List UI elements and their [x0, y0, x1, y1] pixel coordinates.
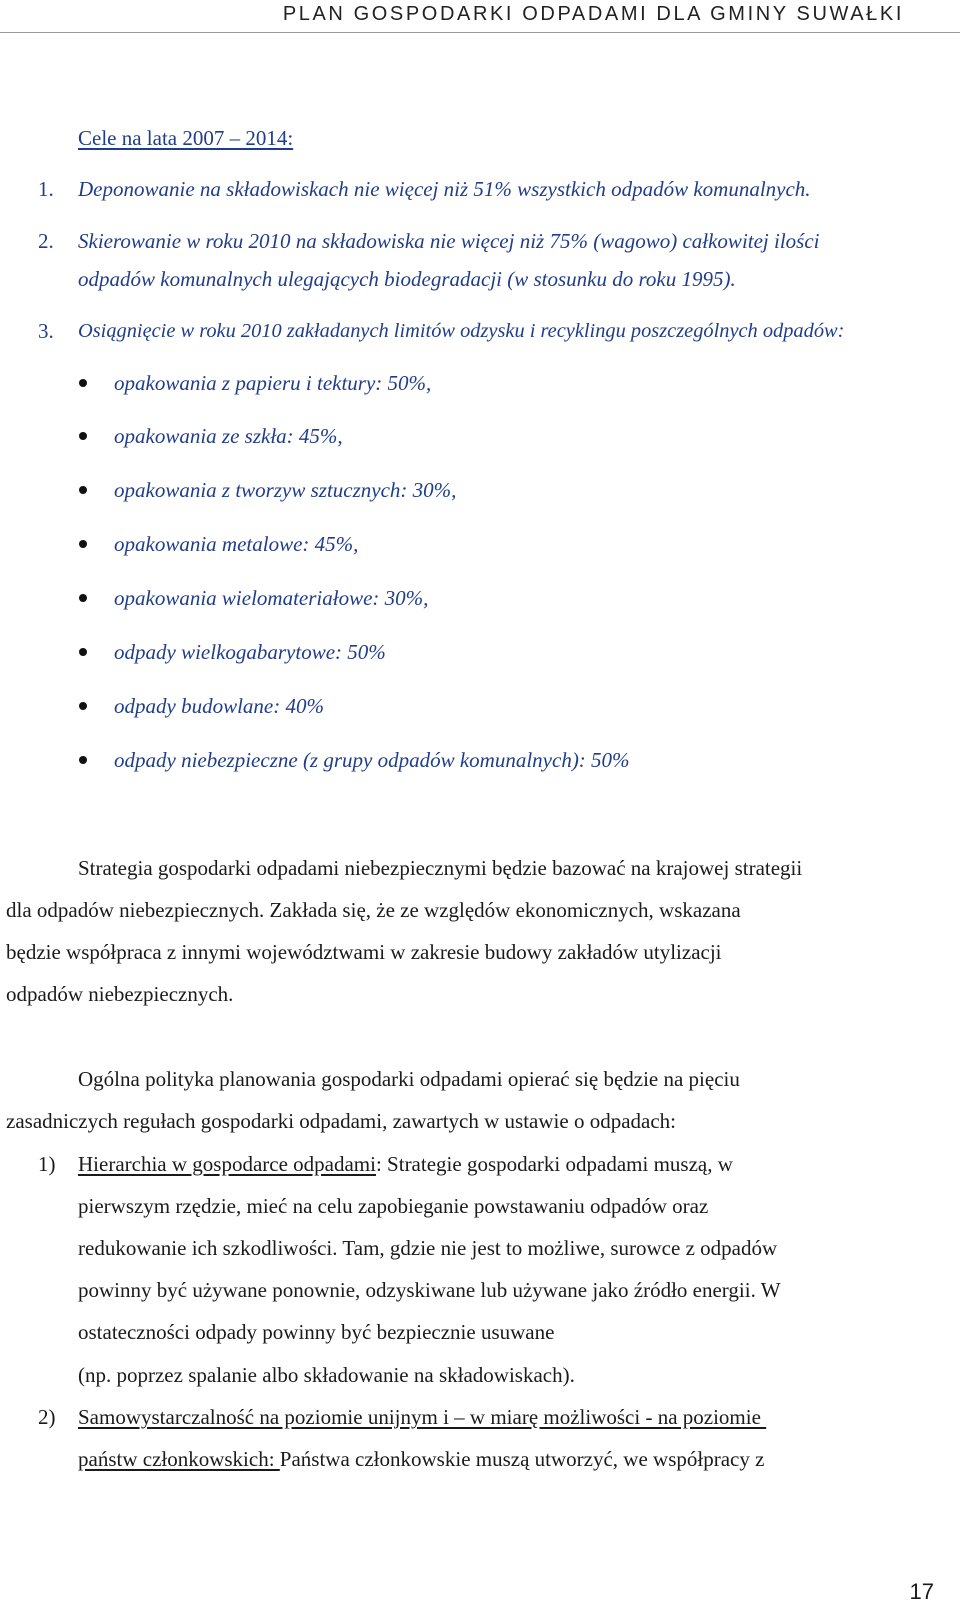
paragraph-line: Ogólna polityka planowania gospodarki odpadami opierać się będzie na pięciu — [78, 1067, 740, 1091]
paragraph-line: powinny być używane ponownie, odzyskiwane lub używane jako źródło energii. W — [78, 1278, 781, 1302]
list-item: opakowania z tworzyw sztucznych: 30%, — [114, 478, 457, 502]
rule-title: Samowystarczalność na poziomie unijnym i – w miarę możliwości - na poziomie — [78, 1405, 767, 1429]
list-item: opakowania ze szkła: 45%, — [114, 424, 343, 448]
goals-heading: Cele na lata 2007 – 2014: — [78, 126, 294, 150]
page-number: 17 — [909, 1579, 934, 1604]
bullet-dot — [79, 379, 87, 387]
rule-title: Hierarchia w gospodarce odpadami — [78, 1152, 376, 1176]
goal-item-3: 3. — [38, 319, 54, 343]
goal-item-2-text-line2: odpadów komunalnych ulegających biodegradacji (w stosunku do roku 1995). — [78, 267, 736, 291]
paragraph-line: odpadów niebezpiecznych. — [6, 982, 234, 1006]
bullet-dot — [79, 756, 87, 764]
bullet-dot — [79, 702, 87, 710]
page-header — [0, 0, 960, 33]
list-item: opakowania metalowe: 45%, — [114, 532, 359, 556]
goal-item-1-text: Deponowanie na składowiskach nie więcej niż 51% wszystkich odpadów komunalnych. — [78, 177, 811, 201]
paragraph-line: Strategia gospodarki odpadami niebezpiecznymi będzie bazować na krajowej strategii — [78, 856, 803, 880]
goal-item-2: 2. — [38, 229, 54, 253]
paragraph-line: (np. poprzez spalanie albo składowanie na składowiskach). — [78, 1363, 575, 1387]
bullet-dot — [79, 648, 87, 656]
rule-number: 1) — [38, 1152, 56, 1176]
goal-item-1: 1. — [38, 177, 54, 201]
rule-1-first-line: Hierarchia w gospodarce odpadami: Strategie gospodarki odpadami muszą, w — [78, 1152, 733, 1176]
paragraph-line: ostateczności odpady powinny być bezpiecznie usuwane — [78, 1320, 555, 1344]
paragraph-line: redukowanie ich szkodliwości. Tam, gdzie nie jest to możliwe, surowce z odpadów — [78, 1236, 778, 1260]
bullet-dot — [79, 594, 87, 602]
paragraph-line: dla odpadów niebezpiecznych. Zakłada się, że ze względów ekonomicznych, wskazana — [6, 898, 741, 922]
goal-item-2-text-line1: Skierowanie w roku 2010 na składowiska nie więcej niż 75% (wagowo) całkowitej ilości — [78, 229, 820, 253]
bullet-dot — [79, 486, 87, 494]
list-item: opakowania z papieru i tektury: 50%, — [114, 371, 432, 395]
list-item: opakowania wielomateriałowe: 30%, — [114, 586, 429, 610]
list-item: odpady niebezpieczne (z grupy odpadów komunalnych): 50% — [114, 748, 630, 772]
bullet-dot — [79, 432, 87, 440]
rule-2-second-line: państw członkowskich: Państwa członkowskie muszą utworzyć, we współpracy z — [78, 1447, 765, 1471]
list-item: odpady wielkogabarytowe: 50% — [114, 640, 386, 664]
paragraph-line: będzie współpraca z innymi województwami w zakresie budowy zakładów utylizacji — [6, 940, 722, 964]
rule-number: 2) — [38, 1405, 56, 1429]
document-title: PLAN GOSPODARKI ODPADAMI DLA GMINY SUWAŁKI — [282, 3, 904, 25]
goal-item-3-text: Osiągnięcie w roku 2010 zakładanych limitów odzysku i recyklingu poszczególnych odpadów: — [78, 320, 845, 342]
list-item: odpady budowlane: 40% — [114, 694, 324, 718]
bullet-dot — [79, 540, 87, 548]
paragraph-line: zasadniczych regułach gospodarki odpadami, zawartych w ustawie o odpadach: — [6, 1109, 676, 1133]
paragraph-line: pierwszym rzędzie, mieć na celu zapobieganie powstawaniu odpadów oraz — [78, 1194, 709, 1218]
